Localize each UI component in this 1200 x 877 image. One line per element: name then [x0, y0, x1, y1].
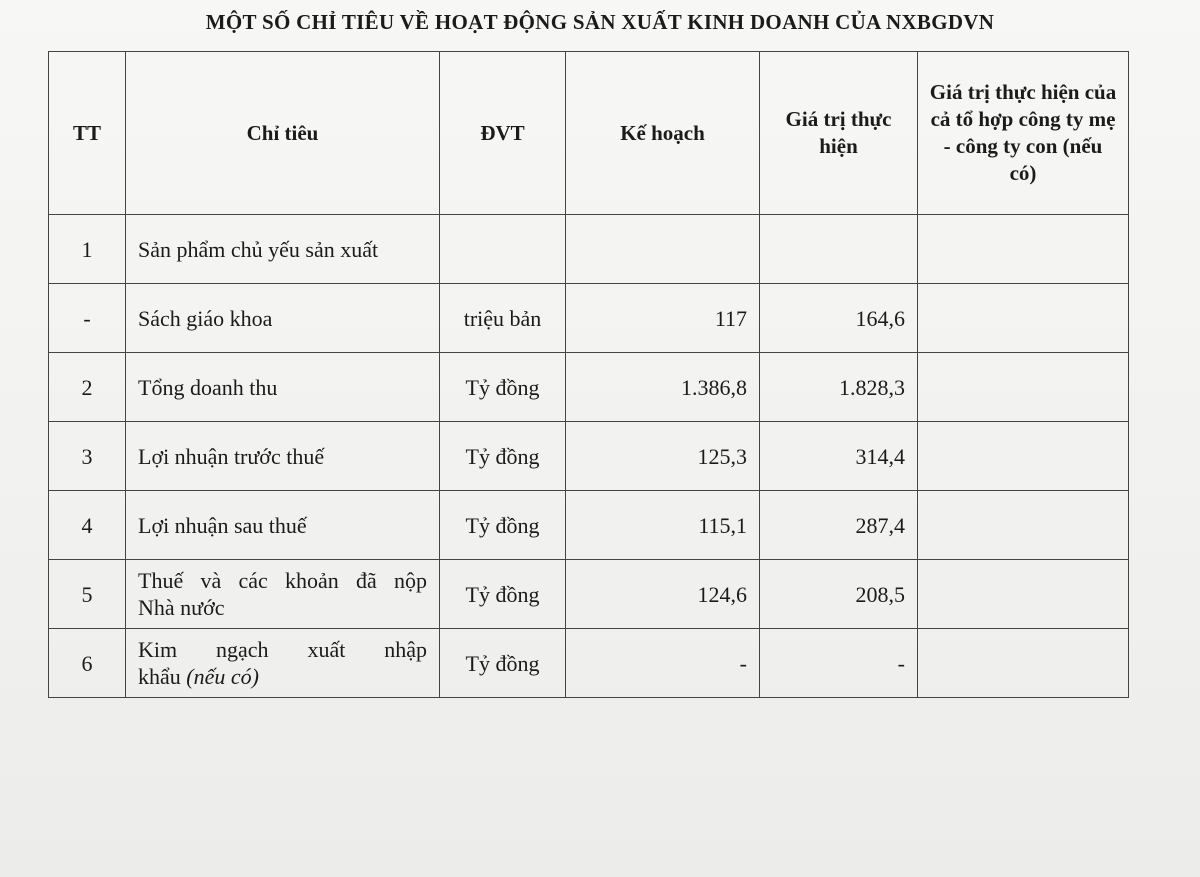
cell-tt: -	[49, 284, 126, 353]
cell-indicator	[126, 629, 440, 698]
cell-actual: 314,4	[760, 422, 918, 491]
cell-actual: 208,5	[760, 560, 918, 629]
cell-tt: 5	[49, 560, 126, 629]
cell-group	[918, 353, 1129, 422]
cell-indicator: Sản phẩm chủ yếu sản xuất	[126, 215, 440, 284]
cell-group	[918, 560, 1129, 629]
cell-plan: 125,3	[566, 422, 760, 491]
cell-actual: 164,6	[760, 284, 918, 353]
header-actual: Giá trị thực hiện	[760, 52, 918, 215]
table-row	[49, 215, 1129, 284]
cell-tt: 3	[49, 422, 126, 491]
cell-actual: 1.828,3	[760, 353, 918, 422]
cell-indicator-line2: Nhà nước	[138, 595, 225, 620]
header-unit: ĐVT	[440, 52, 566, 215]
cell-plan: 117	[566, 284, 760, 353]
cell-unit: triệu bản	[440, 284, 566, 353]
cell-unit: Tỷ đồng	[440, 422, 566, 491]
cell-unit	[440, 215, 566, 284]
cell-indicator-line2: khẩu	[138, 664, 187, 689]
cell-indicator	[126, 560, 440, 629]
indicators-table	[48, 51, 1129, 698]
cell-plan	[566, 215, 760, 284]
header-group: Giá trị thực hiện của cả tổ hợp công ty mẹ - công ty con (nếu có)	[918, 52, 1129, 215]
cell-group	[918, 629, 1129, 698]
cell-actual	[760, 215, 918, 284]
cell-actual: 287,4	[760, 491, 918, 560]
cell-plan: -	[566, 629, 760, 698]
cell-tt: 1	[49, 215, 126, 284]
cell-unit: Tỷ đồng	[440, 353, 566, 422]
cell-group	[918, 491, 1129, 560]
cell-unit: Tỷ đồng	[440, 491, 566, 560]
cell-indicator: Lợi nhuận sau thuế	[126, 491, 440, 560]
cell-actual: -	[760, 629, 918, 698]
cell-tt: 4	[49, 491, 126, 560]
table-row	[49, 422, 1129, 491]
cell-indicator-line1: Kim ngạch xuất nhập	[138, 637, 427, 662]
cell-plan: 124,6	[566, 560, 760, 629]
document-title: MỘT SỐ CHỈ TIÊU VỀ HOẠT ĐỘNG SẢN XUẤT KINH DOANH CỦA NXBGDVN	[205, 10, 995, 34]
header-plan: Kế hoạch	[566, 52, 760, 215]
table-row	[49, 353, 1129, 422]
cell-tt: 6	[49, 629, 126, 698]
cell-indicator-note: (nếu có)	[186, 664, 259, 689]
table-header-row	[49, 52, 1129, 215]
table-row	[49, 560, 1129, 629]
cell-group	[918, 284, 1129, 353]
cell-group	[918, 422, 1129, 491]
header-tt: TT	[49, 52, 126, 215]
cell-plan: 1.386,8	[566, 353, 760, 422]
table-row	[49, 284, 1129, 353]
cell-indicator: Sách giáo khoa	[126, 284, 440, 353]
cell-indicator: Tổng doanh thu	[126, 353, 440, 422]
cell-plan: 115,1	[566, 491, 760, 560]
cell-tt: 2	[49, 353, 126, 422]
table-row	[49, 629, 1129, 698]
header-indicator: Chỉ tiêu	[126, 52, 440, 215]
cell-unit: Tỷ đồng	[440, 560, 566, 629]
table-row	[49, 491, 1129, 560]
cell-group	[918, 215, 1129, 284]
cell-indicator: Lợi nhuận trước thuế	[126, 422, 440, 491]
cell-indicator-line1: Thuế và các khoản đã nộp	[138, 568, 427, 593]
cell-unit: Tỷ đồng	[440, 629, 566, 698]
